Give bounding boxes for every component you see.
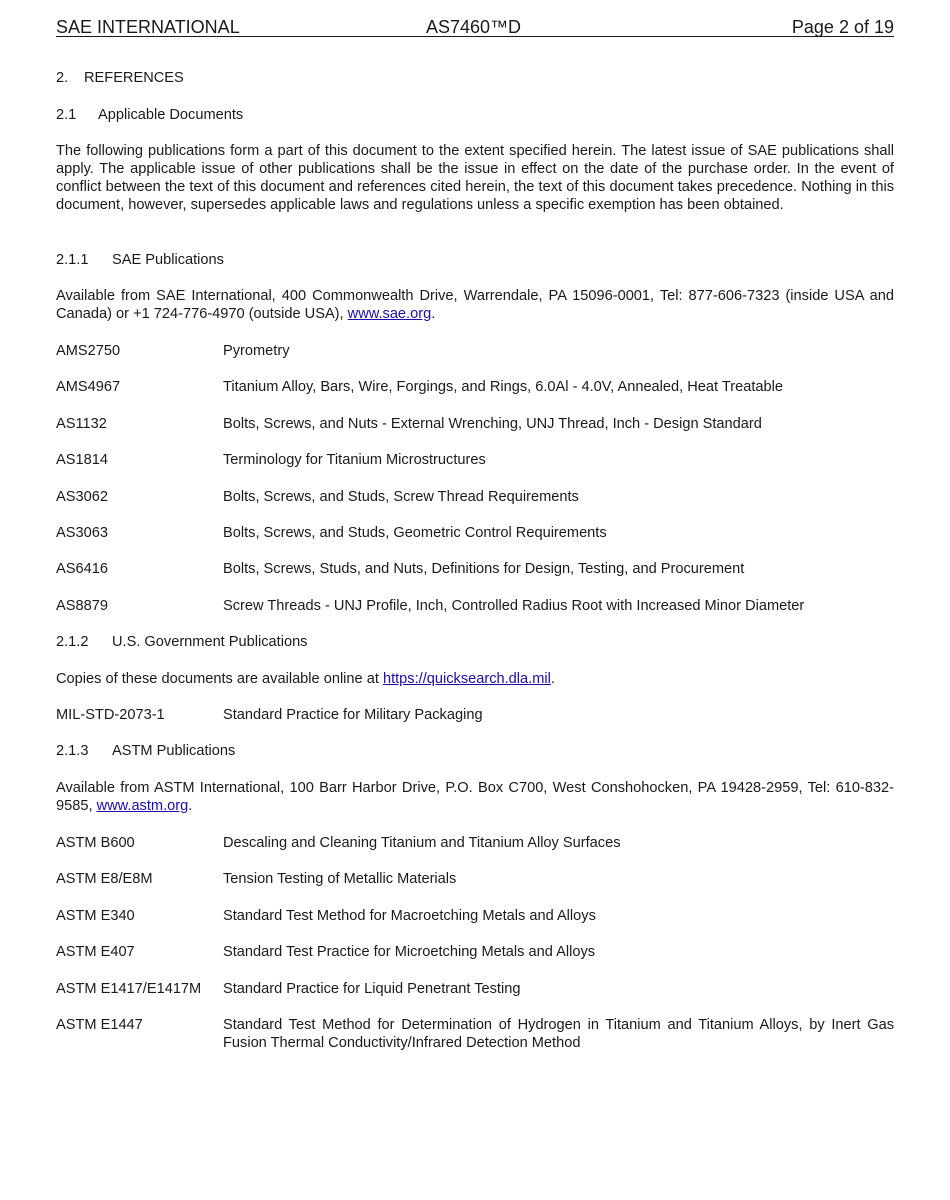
reference-title: Pyrometry	[223, 343, 290, 359]
reference-title: Standard Practice for Military Packaging	[223, 707, 483, 723]
section-title: SAE Publications	[112, 252, 224, 268]
reference-code: ASTM E1417/E1417M	[56, 981, 202, 997]
reference-code: ASTM E407	[56, 944, 135, 960]
reference-title: Bolts, Screws, and Nuts - External Wrenching, UNJ Thread, Inch - Design Standard	[223, 416, 762, 432]
reference-title: Standard Practice for Liquid Penetrant Testing	[223, 981, 521, 997]
reference-code: AMS2750	[56, 343, 121, 359]
section-number: 2.1.2	[56, 634, 89, 650]
reference-title: Descaling and Cleaning Titanium and Titanium Alloy Surfaces	[223, 835, 621, 851]
sae-availability-paragraph: Available from SAE International, 400 Commonwealth Drive, Warrendale, PA 15096-0001, Tel: 877-606-7323 (inside USA and Canada) or +1 724-776-4970 (outside USA), www.sae.org.	[56, 288, 894, 322]
section-2-1-2-heading	[56, 633, 894, 651]
reference-code: AS3062	[56, 489, 108, 505]
section-title: U.S. Government Publications	[112, 634, 308, 650]
reference-title: Standard Test Method for Macroetching Metals and Alloys	[223, 908, 596, 924]
page-header	[56, 14, 894, 37]
astm-availability-text: Available from ASTM International, 100 Barr Harbor Drive, P.O. Box C700, West Conshohocken, PA 19428-2959, Tel: 610-832-9585,	[56, 780, 894, 814]
astm-website-link[interactable]: www.astm.org	[96, 798, 189, 814]
sae-availability-text: Available from SAE International, 400 Commonwealth Drive, Warrendale, PA 15096-0001, Tel: 877-606-7323 (inside USA and Canada) or +1 724-776-4970 (outside USA),	[56, 288, 894, 322]
section-2-1-1-heading	[56, 251, 894, 269]
reference-title: Screw Threads - UNJ Profile, Inch, Controlled Radius Root with Increased Minor Diameter	[223, 598, 805, 614]
gov-availability-text: Copies of these documents are available online at	[56, 671, 383, 687]
section-2-1-3-heading	[56, 742, 894, 760]
section-number: 2.1.3	[56, 743, 89, 759]
reference-code: ASTM E1447	[56, 1017, 143, 1033]
reference-code: ASTM B600	[56, 835, 135, 851]
header-doc-id: AS7460™D	[426, 17, 522, 37]
reference-title: Standard Test Method for Determination of Hydrogen in Titanium and Titanium Alloys, by Inert Gas Fusion Thermal Conductivity/Infrared Detection Method	[223, 1017, 894, 1051]
reference-title: Titanium Alloy, Bars, Wire, Forgings, and Rings, 6.0Al - 4.0V, Annealed, Heat Treatable	[223, 379, 783, 395]
document-page	[56, 14, 894, 1051]
reference-title: Bolts, Screws, and Studs, Geometric Control Requirements	[223, 525, 607, 541]
header-org: SAE INTERNATIONAL	[56, 17, 240, 37]
quicksearch-link[interactable]: https://quicksearch.dla.mil	[382, 671, 551, 687]
section-title: REFERENCES	[84, 70, 184, 86]
reference-code: AS6416	[56, 561, 108, 577]
reference-code: AS1814	[56, 452, 108, 468]
reference-title: Bolts, Screws, and Studs, Screw Thread Requirements	[223, 489, 579, 505]
reference-code: ASTM E8/E8M	[56, 871, 153, 887]
reference-title: Bolts, Screws, Studs, and Nuts, Definitions for Design, Testing, and Procurement	[223, 561, 745, 577]
reference-title: Terminology for Titanium Microstructures	[223, 452, 486, 468]
applicable-documents-paragraph: The following publications form a part of this document to the extent specified herein. The latest issue of SAE publications shall apply. The applicable issue of other publications shall be the issue in effect on the date of the purchase order. In the event of conflict between the text of this document and references cited herein, the text of this document takes precedence. Nothing in this document, however, supersedes applicable laws and regulations unless a specific exemption has been obtained.	[56, 143, 894, 213]
reference-code: AMS4967	[56, 379, 121, 395]
reference-title: Standard Test Practice for Microetching Metals and Alloys	[223, 944, 596, 960]
reference-code: AS3063	[56, 525, 108, 541]
gov-availability-paragraph: Copies of these documents are available online at https://quicksearch.dla.mil.	[56, 671, 555, 687]
section-2-heading	[56, 69, 894, 87]
section-number: 2.1.1	[56, 252, 89, 268]
section-number: 2.	[56, 70, 69, 86]
sae-website-link[interactable]: www.sae.org	[347, 306, 432, 322]
reference-code: MIL-STD-2073-1	[56, 707, 165, 723]
reference-code: ASTM E340	[56, 908, 135, 924]
header-page-number: Page 2 of 19	[791, 17, 894, 37]
reference-title: Tension Testing of Metallic Materials	[223, 871, 457, 887]
astm-availability-paragraph: Available from ASTM International, 100 Barr Harbor Drive, P.O. Box C700, West Conshohocken, PA 19428-2959, Tel: 610-832-9585, www.astm.org.	[56, 780, 894, 814]
reference-code: AS8879	[56, 598, 108, 614]
section-title: Applicable Documents	[98, 107, 244, 123]
section-number: 2.1	[56, 107, 77, 123]
section-2-1-heading	[56, 106, 894, 124]
reference-code: AS1132	[56, 416, 107, 432]
section-title: ASTM Publications	[112, 743, 236, 759]
